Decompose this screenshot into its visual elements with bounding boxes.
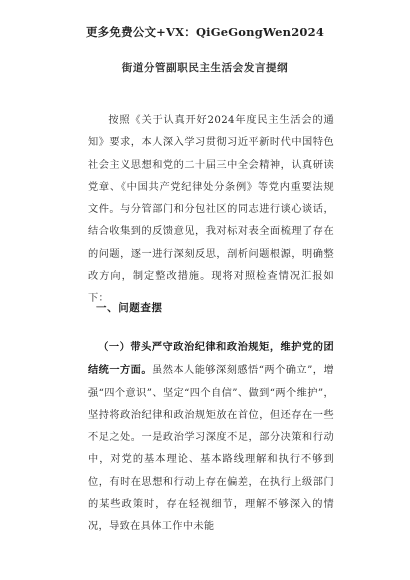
intro-paragraph: 按照《关于认真开好2024年度民主生活会的通知》要求，本人深入学习贯彻习近平新时代中国特色社会主义思想和党的二十届三中全会精神，认真研读党章、《中国共产党纪律处分条例》等党内重要法规文件。与分管部门和分包社区的同志进行谈心谈话，结合收集到的反馈意见，我对标对表全面梳理了存在的问题，逐一进行深刻反思，剖析问题根源，明确整改方向，制定整改措施。现将对照检查情况汇报如下： — [88, 115, 334, 305]
subsection-paragraph — [88, 336, 334, 539]
document-title: 街道分管副职民主生活会发言提纲 — [121, 62, 289, 74]
promo-banner: 更多免费公文+VX：QiGeGongWen2024 — [85, 25, 325, 39]
subsection-heading: （一）带头严守政治纪律和政治规矩，维护党的团结统一方面。 — [88, 341, 334, 377]
section-heading: 一、问题查摆 — [96, 302, 163, 314]
subsection-text: 虽然本人能够深刻感悟“两个确立”，增强“四个意识”、坚定“四个自信”、做到“两个维护”，坚持将政治纪律和政治规矩放在首位，但还存在一些不足之处。一是政治学习深度不足，部分决策和行动中，对党的基本理论、基本路线理解和执行不够到位，有时在思想和行动上存在偏差，在执行上级部门的某些政策时，存在轻视细节，理解不够深入的情况，导致在具体工作中未能 — [88, 365, 334, 533]
